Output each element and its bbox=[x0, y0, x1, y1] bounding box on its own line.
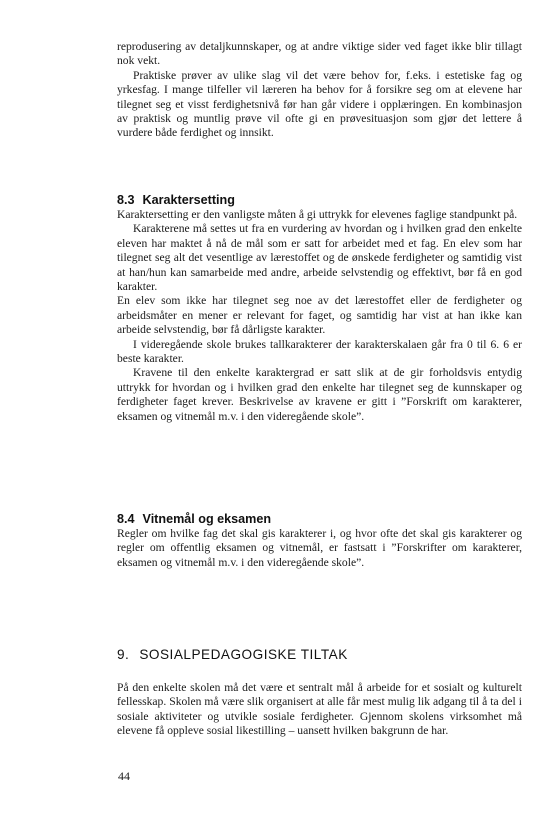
chapter-title: SOSIALPEDAGOGISKE TILTAK bbox=[139, 647, 348, 662]
paragraph: Kravene til den enkelte karaktergrad er satt slik at de gir forholdsvis entydig uttrykk for hvordan og i hvilken grad den enkelte har tilegnet seg de kunnskaper og ferdigheter faget krever. Beskrivelse av kravene er gitt i ”Forskrift om karakterer, eksamen og vitnemål m.v. i den videregående skole”. bbox=[117, 366, 522, 423]
intro-paragraph-2: Praktiske prøver av ulike slag vil det være behov for, f.eks. i estetiske fag og yrkesfag. I mange tilfeller vil læreren ha behov for å forsikre seg om at elevene har tilegnet seg et visst ferdighetsnivå før han går videre i opplæringen. En kombinasjon av praktisk og muntlig prøve vil ofte gi en prøvesituasjon som gjør det lettere å vurdere både ferdighet og innsikt. bbox=[117, 68, 522, 140]
paragraph: På den enkelte skolen må det være et sentralt mål å arbeide for et sosialt og kulturelt fellesskap. Skolen må være slik organisert at alle får mest mulig lik adgang til å ta del i sosiale aktiviteter og utvikle sosiale ferdigheter. Gjennom skolens virksomhet må elevene få oppleve sosial likestilling – uansett hvilken bakgrunn de har. bbox=[117, 681, 522, 738]
section-title: Karaktersetting bbox=[142, 193, 235, 207]
paragraph: Regler om hvilke fag det skal gis karakterer i, og hvor ofte det skal gis karakterer og regler om offentlig eksamen og vitnemål, er fastsatt i ”Forskrifter om karakterer, eksamen og vitnemål m.v. i den videregående skole”. bbox=[117, 527, 522, 569]
chapter-sosialpedagogiske-tiltak bbox=[117, 647, 522, 739]
spacer bbox=[117, 663, 522, 681]
section-title: Vitnemål og eksamen bbox=[142, 512, 272, 526]
paragraph: Karakterene må settes ut fra en vurdering av hvordan og i hvilken grad den enkelte eleven har maktet å nå de mål som er satt for arbeidet med et fag. En elev som har tilegnet seg alt det vesentlige av lærestoffet og de ønskede ferdigheter og samtidig vist at han/hun kan samarbeide med andre, arbeide selvstendig og effektivt, bør få en god karakter. bbox=[117, 222, 522, 294]
section-number: 8.4 bbox=[117, 512, 135, 526]
page-number: 44 bbox=[118, 769, 130, 783]
paragraph: En elev som ikke har tilegnet seg noe av det lærestoffet eller de ferdigheter og arbeidsmåter en mener er relevant for faget, og samtidig har vist at han ikke kan arbeide selvstendig, bør få dårligste karakter. bbox=[117, 294, 522, 337]
paragraph: Karaktersetting er den vanligste måten å gi uttrykk for elevenes faglige standpunkt på. bbox=[117, 208, 518, 221]
chapter-number: 9. bbox=[117, 647, 130, 662]
intro-text bbox=[117, 40, 522, 141]
paragraph: I videregående skole brukes tallkarakterer der karakterskalaen går fra 0 til 6. 6 er beste karakter. bbox=[117, 337, 522, 366]
section-heading bbox=[117, 512, 522, 527]
section-number: 8.3 bbox=[117, 193, 135, 207]
section-heading bbox=[117, 193, 522, 208]
section-karaktersetting bbox=[117, 193, 522, 424]
intro-paragraph-1: reprodusering av detaljkunnskaper, og at andre viktige sider ved faget ikke blir tillagt nok vekt. bbox=[117, 40, 522, 68]
section-vitnemal-og-eksamen bbox=[117, 512, 522, 570]
chapter-heading bbox=[117, 647, 522, 663]
